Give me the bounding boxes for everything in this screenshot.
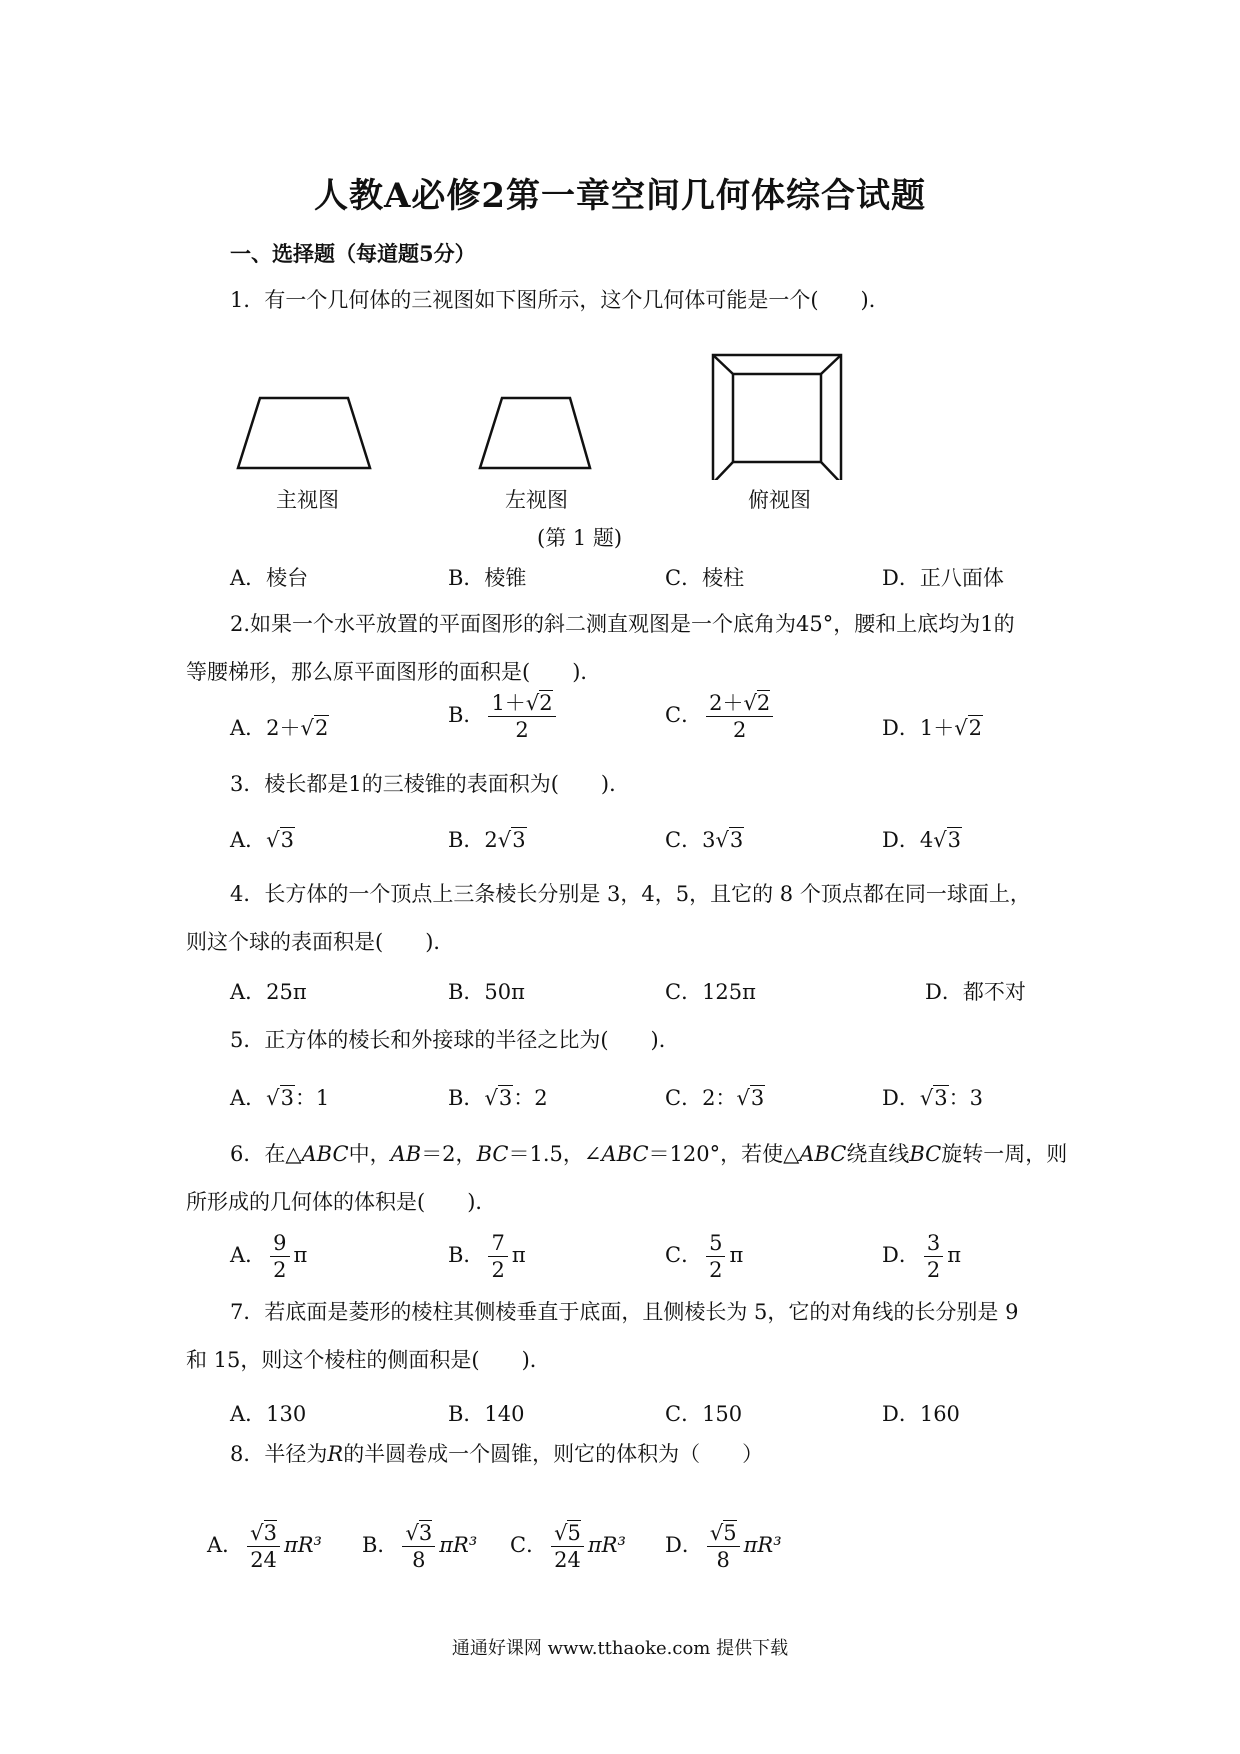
question-8: 8．半径为R的半圆卷成一个圆锥，则它的体积为（ ）	[230, 1442, 764, 1466]
q5-option-a: A．√3：1	[230, 1086, 330, 1110]
question-7-line2: 和 15，则这个棱柱的侧面积是( )．	[186, 1348, 551, 1372]
q8-option-a: A． $\frac{√3}{24}$ πR³	[207, 1521, 322, 1572]
q2-option-a: A．2＋√2	[230, 716, 329, 740]
q4-option-d: D．都不对	[925, 980, 1026, 1004]
q7-option-d: D．160	[882, 1402, 960, 1426]
q3-option-a: A．√3	[230, 828, 294, 852]
front-view-label: 主视图	[276, 488, 339, 512]
section-heading: 一、选择题（每道题5分）	[230, 241, 476, 266]
q6-option-c: C． $\frac{5}{2}$ π	[665, 1231, 744, 1282]
q2-option-d: D．1＋√2	[882, 716, 982, 740]
question-6-line1: 6．在△ABC中，AB＝2，BC＝1.5，∠ABC＝120°，若使△ABC绕直线BC旋转一周，则	[230, 1142, 1068, 1166]
q1-option-b: B．棱锥	[448, 566, 527, 590]
question-6-line2: 所形成的几何体的体积是( )．	[186, 1190, 497, 1214]
q3-option-c: C．3√3	[665, 828, 744, 852]
question-7-line1: 7．若底面是菱形的棱柱其侧棱垂直于底面，且侧棱长为 5，它的对角线的长分别是 9	[230, 1300, 1019, 1324]
q6-option-b: B． $\frac{7}{2}$ π	[448, 1231, 526, 1282]
question-1: 1．有一个几何体的三视图如下图所示，这个几何体可能是一个( )．	[230, 288, 890, 312]
q3-option-b: B．2√3	[448, 828, 526, 852]
q6-option-d: D． $\frac{3}{2}$ π	[882, 1231, 962, 1282]
q8-option-b: B． $\frac{√3}{8}$ πR³	[362, 1521, 478, 1572]
q5-option-d: D．√3：3	[882, 1086, 983, 1110]
question-2-line2: 等腰梯形，那么原平面图形的面积是( )．	[186, 660, 602, 684]
q7-option-c: C．150	[665, 1402, 743, 1426]
q4-option-c: C．125π	[665, 980, 756, 1004]
question-4-line2: 则这个球的表面积是( )．	[186, 930, 455, 954]
q7-option-a: A．130	[230, 1402, 307, 1426]
side-view-label: 左视图	[505, 488, 568, 512]
q1-option-d: D．正八面体	[882, 566, 1004, 590]
q5-option-b: B．√3：2	[448, 1086, 548, 1110]
q7-option-b: B．140	[448, 1402, 525, 1426]
page-title: 人教A必修2第一章空间几何体综合试题	[313, 176, 927, 216]
q4-option-a: A．25π	[230, 980, 307, 1004]
q6-option-a: A． $\frac{9}{2}$ π	[230, 1231, 308, 1282]
top-view-label: 俯视图	[748, 488, 811, 512]
question-5: 5．正方体的棱长和外接球的半径之比为( )．	[230, 1028, 680, 1052]
q2-option-c: C． $\frac{2+√2}{2}$	[665, 690, 777, 743]
q5-option-c: C．2：√3	[665, 1086, 765, 1110]
q1-option-c: C．棱柱	[665, 566, 745, 590]
q3-option-d: D．4√3	[882, 828, 961, 852]
three-view-figures	[230, 350, 870, 480]
q2-option-b: B． $\frac{1+√2}{2}$	[448, 690, 560, 743]
front-view-trapezoid	[238, 398, 370, 468]
top-view-square	[713, 355, 841, 480]
question-4-line1: 4．长方体的一个顶点上三条棱长分别是 3，4，5，且它的 8 个顶点都在同一球面上，	[230, 882, 1031, 906]
figure-caption: (第 1 题)	[537, 526, 623, 550]
q8-option-d: D． $\frac{√5}{8}$ πR³	[665, 1521, 782, 1572]
question-2-line1: 2.如果一个水平放置的平面图形的斜二测直观图是一个底角为45°，腰和上底均为1的	[230, 612, 1015, 636]
side-view-trapezoid	[480, 398, 590, 468]
page-footer: 通通好课网 www.tthaoke.com 提供下载	[451, 1638, 789, 1659]
question-3: 3．棱长都是1的三棱锥的表面积为( )．	[230, 772, 631, 796]
q1-option-a: A．棱台	[230, 566, 309, 590]
q4-option-b: B．50π	[448, 980, 525, 1004]
q8-option-c: C． $\frac{√5}{24}$ πR³	[510, 1521, 626, 1572]
